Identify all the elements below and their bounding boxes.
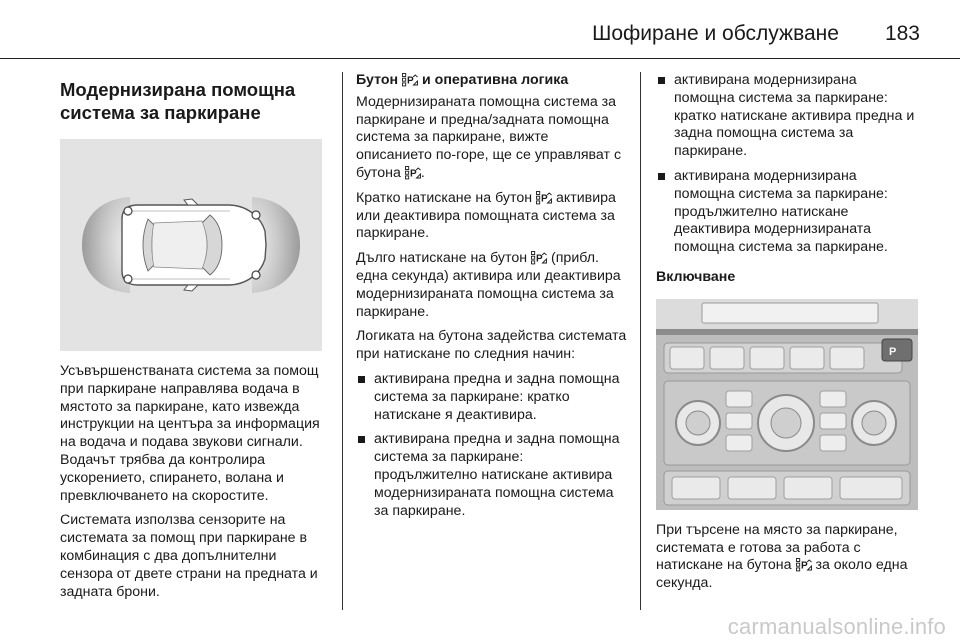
paragraph: [356, 250, 628, 321]
subsection-title: [356, 72, 628, 90]
paragraph: [356, 190, 628, 243]
paragraph-text: Модернизираната помощна система за паркиране и предна/задната помощна система за паркиране, вижте описанието по-горе, ще се управляват с бутона: [356, 93, 622, 181]
parking-assist-icon: [796, 558, 812, 572]
paragraph-end: .: [420, 164, 425, 181]
column-3: [656, 72, 920, 600]
section-title-line1: Модернизирана помощна: [60, 79, 296, 100]
header-rule: [0, 58, 960, 59]
paragraph-prefix: Кратко натискане на бутон: [356, 189, 533, 206]
parking-assist-icon: [536, 191, 552, 205]
svg-text:P: P: [889, 345, 897, 358]
parking-assist-icon: [531, 251, 547, 265]
bullet-list: [656, 72, 920, 257]
paragraph: [356, 94, 628, 183]
watermark: carmanualsonline.info: [727, 614, 946, 639]
column-1: [60, 72, 332, 608]
paragraph-suffix: активира или деактивира помощната система за паркиране.: [356, 189, 616, 242]
paragraph-prefix: При търсене на място за паркиране, системата е готова за работа с натискане на бутона: [656, 521, 898, 574]
list-item: активирана модернизирана помощна система за паркиране: продължително натискане деактивира модернизираната помощна система за паркиране.: [656, 168, 920, 257]
running-header: [592, 14, 920, 54]
bullet-list: [356, 371, 628, 520]
center-console-photo: [656, 299, 918, 510]
page-number: 183: [884, 22, 920, 45]
section-title: [60, 78, 332, 124]
paragraph-suffix: (прибл. една секунда) активира или деактивира модернизираната помощна система за паркиране.: [356, 250, 621, 320]
paragraph: Усъвършенстваната система за помощ при паркиране направлява водача в мястото за паркиране, като извежда инструкции на центъра за информация на водача и подава звукови сигнали. Водачът трябва да контролира ускорението, спирането, волана и превключването на скоростите.: [60, 363, 320, 504]
column-separator: [342, 72, 343, 610]
paragraph: Системата използва сензорите на системата за помощ при паркиране в комбинация с два допълнителни сензора от двете страни на предната и задната брони.: [60, 512, 318, 600]
parking-sensor-diagram: [60, 139, 322, 351]
paragraph-prefix: Дълго натискане на бутон: [356, 250, 528, 267]
list-item: активирана модернизирана помощна система за паркиране: кратко натискане активира предна и задна помощна система за паркиране.: [656, 72, 920, 161]
paragraph: Логиката на бутона задейства системата при натискане по следния начин:: [356, 328, 627, 363]
column-2: [356, 72, 628, 527]
parking-assist-icon: [402, 73, 418, 87]
list-item: активирана предна и задна помощна система за паркиране: продължително натискане активира модернизираната помощна система за паркиране.: [356, 431, 628, 520]
subtitle-suffix: и оперативна логика: [421, 72, 569, 88]
paragraph: [656, 522, 920, 593]
subtitle-prefix: Бутон: [356, 72, 399, 88]
list-item: активирана предна и задна помощна система за паркиране: кратко натискане я деактивира.: [356, 371, 628, 424]
section-title-line2: система за паркиране: [60, 102, 261, 123]
parking-assist-icon: [405, 166, 421, 180]
paragraph-suffix: за около една секунда.: [656, 557, 908, 592]
subsection-title: Включване: [656, 268, 736, 285]
column-separator: [640, 72, 641, 610]
running-header-title: Шофиране и обслужване: [592, 22, 839, 45]
